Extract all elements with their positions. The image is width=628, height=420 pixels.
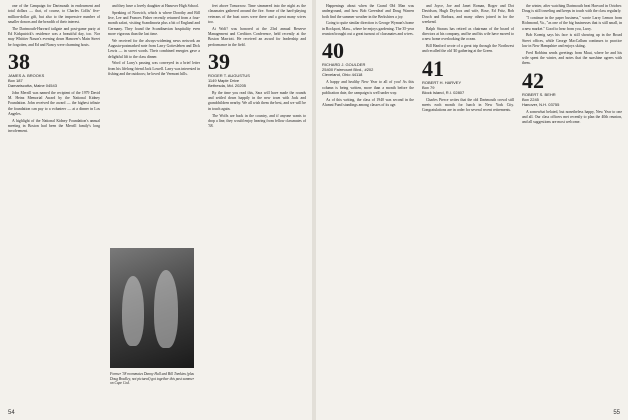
right-page bbox=[316, 0, 628, 420]
paragraph: A highlight of the National Kidney Foundation's annual meeting in Boston had been the Merrill family's long involvement. bbox=[8, 118, 100, 134]
right-column-3 bbox=[522, 4, 622, 406]
class-secretary-city: Damariscotta, Maine 04543 bbox=[8, 82, 57, 88]
right-column-1 bbox=[322, 4, 414, 406]
class-year-number: 42 bbox=[522, 67, 544, 93]
left-page bbox=[0, 0, 312, 420]
paragraph: We received for the always-widening news network an Augusta-postmarked note from Larry Gottesleben and Dick Lewis — in sweet words. Their combined energies gave a delightful lift to the class dinner. bbox=[108, 38, 200, 59]
class-secretary-city: Bethesda, Md. 20205 bbox=[208, 82, 247, 88]
paragraph: Bob Koenig says his face is still showing up in the Broad Street offices, while George MacCallum continues to practice law in New Hampshire and enjoys skiing. bbox=[522, 33, 622, 49]
person-figure bbox=[154, 270, 178, 348]
paragraph: Word of Larry's passing was conveyed in a brief letter from his lifelong friend Jack Lowell. Larry was interested in fishing and the outdoors; he loved the Vermont hills. bbox=[108, 61, 200, 77]
class-secretary-city: Hanover, N.H. 03755 bbox=[522, 101, 560, 107]
class-secretary-name: ROBERT S. BEHR bbox=[522, 91, 556, 97]
class-secretary-name: RICHARD J. GOULDER bbox=[322, 62, 366, 68]
class-secretary-address: Box 79 bbox=[422, 84, 435, 90]
paragraph: Charles Pierce writes that the old Dartmouth crowd still meets each month for lunch in New York City. Congratulations are in order for several recent retirements. bbox=[422, 97, 514, 113]
class-secretary-name: JAMES A. BROOKS bbox=[8, 72, 45, 78]
paragraph: Speaking of Norwich, which is where Dorothy and Bill live, Lee and Frances Fisher recently returned from a four-month safari, visiting Scandinavia plus a bit of England and Germany. They found the Scandinavian hospitality even more vigorous than the last time. bbox=[108, 10, 200, 36]
class-note-header-40 bbox=[322, 40, 414, 77]
class-secretary-address: Box 187 bbox=[8, 77, 23, 83]
left-column-3 bbox=[208, 4, 306, 406]
paragraph: The Wolfs are back in the country, and if anyone wants to drop a line, they would enjoy hearing from fellow classmates of '38. bbox=[208, 113, 306, 129]
left-column-1 bbox=[8, 4, 100, 406]
paragraph: Bill Hanford wrote of a great trip through the Northwest and recalled the old '40 gathering at the Green. bbox=[422, 44, 514, 54]
paragraph: A somewhat belated, but nonetheless happy, New Year to one and all. Our class officers met recently to plan the 40th reunion, and all suggestions are most welcome. bbox=[522, 109, 622, 125]
paragraph: A happy and healthy New Year to all of you! As this column is being written, more than a month before the publication date, the campaign is well under way. bbox=[322, 80, 414, 95]
class-note-header-41 bbox=[422, 55, 514, 95]
class-note-header-39 bbox=[208, 48, 306, 88]
class-note-header-38 bbox=[8, 48, 100, 88]
paragraph: As of this writing, the class of 1940 was second in the Alumni Fund standings among classes of its age. bbox=[322, 97, 414, 107]
paragraph: John Merrill was named the recipient of the 1979 David M. Heinz Memorial Award by the National Kidney Foundation. John received the award — the highest tribute the foundation can pay to a volunteer — at a dinner in Los Angeles. bbox=[8, 90, 100, 117]
class-secretary-city: Block Island, R.I. 02807 bbox=[422, 89, 465, 95]
class-year-number: 38 bbox=[8, 48, 30, 74]
classmates-photo bbox=[110, 248, 194, 368]
class-secretary-name: ROBERT H. HARVEY bbox=[422, 79, 462, 85]
paragraph: The Dartmouth-Harvard tailgate and post-game party at Ed Kirkpatrick's residence was a beautiful day, too. Nor may Whittier Nason's evening down Hanover's Main Street be forgotten, and Ed and Nancy were charming hosts. bbox=[8, 26, 100, 47]
right-column-2 bbox=[422, 4, 514, 406]
photo-caption: Former '38 roommates Danny Hall and Bill Tomkins (plus Doug Bradley, not pictured) got together this past summer on Cape Cod. bbox=[110, 372, 195, 386]
class-secretary-address: 1149 Maple Drive bbox=[208, 77, 240, 83]
paragraph: Going to quite similar direction is George Wyman's home in Rockport, Mass., where he enjoys gardening. The 35-year reunion brought out a great turnout of classmates and wives. bbox=[322, 21, 414, 36]
class-secretary-address: Box 2245 bbox=[522, 96, 539, 102]
paragraph: feet above Tomorrow. Time simmered into the night as the classmates gathered around the fire. Some of the hard-playing veterans of the boat races were there and a great many wives too. bbox=[208, 4, 306, 24]
paragraph: and they have a lovely daughter at Hanover High School. bbox=[112, 4, 200, 8]
person-figure bbox=[122, 276, 144, 346]
paragraph: one of the Campaign for Dartmouth in endowment and total dollars — that, of course, to Charles Collis' five-million-dollar gift, but also to the impressive number of smaller donors and the breadth of their interest. bbox=[8, 4, 100, 24]
paragraph: Happenings about when the Grand Old Man was underground, and how Bob Greenleaf and Doug Warren both find the summer weather in the Berkshires a joy. bbox=[322, 4, 414, 19]
paragraph: At Wolf! was honored at the 23rd annual Reserve Management and Creditors Conference, held recently at the Boston Marriott. He received an award for leadership and performance in the field. bbox=[208, 26, 306, 47]
paragraph: By the time you read this, Sara will have made the rounds and settled down happily in the new town with Jack and grandchildren nearby. We all wish them the best, and we will be in touch again. bbox=[208, 90, 306, 111]
class-year-number: 40 bbox=[322, 38, 344, 64]
class-year-number: 39 bbox=[208, 48, 230, 74]
page-number: 54 bbox=[8, 410, 15, 416]
paragraph: Fred Robbins sends greetings from Maui, where he and his wife spent the winter, and notes that the sunshine agrees with them. bbox=[522, 50, 622, 66]
left-column-2 bbox=[108, 4, 200, 240]
paragraph: the winter, after watching Dartmouth beat Harvard in October. Doug is still traveling and keeps in touch with the class regularly. bbox=[522, 4, 622, 14]
class-note-header-42 bbox=[522, 67, 622, 107]
paragraph: "I continue in the paper business," wrote Larry Lemon from Richmond, Va., "as one of the big businesses that is still small, in a new market." Good to hear from you, Larry. bbox=[522, 16, 622, 31]
page-number: 55 bbox=[613, 410, 620, 416]
class-year-number: 41 bbox=[422, 55, 444, 81]
paragraph: Ralph Strauss has retired as chairman of the board of directors at his company, and he and his wife have moved to a new home overlooking the ocean. bbox=[422, 26, 514, 42]
class-secretary-address: 25400 Fairmount Blvd., #202 bbox=[322, 67, 374, 73]
paragraph: and Joyce, Joe and Janet Roman, Roger and Dot Davidson, Hugh Dryfoos and wife, Rose, Ed Fritz, Bob Dosch and Barbara, and many others joined in for the weekend. bbox=[422, 4, 514, 24]
class-secretary-name: ROGER T. AUGUSTUS bbox=[208, 72, 250, 78]
class-secretary-city: Cleveland, Ohio 44118 bbox=[322, 72, 363, 78]
